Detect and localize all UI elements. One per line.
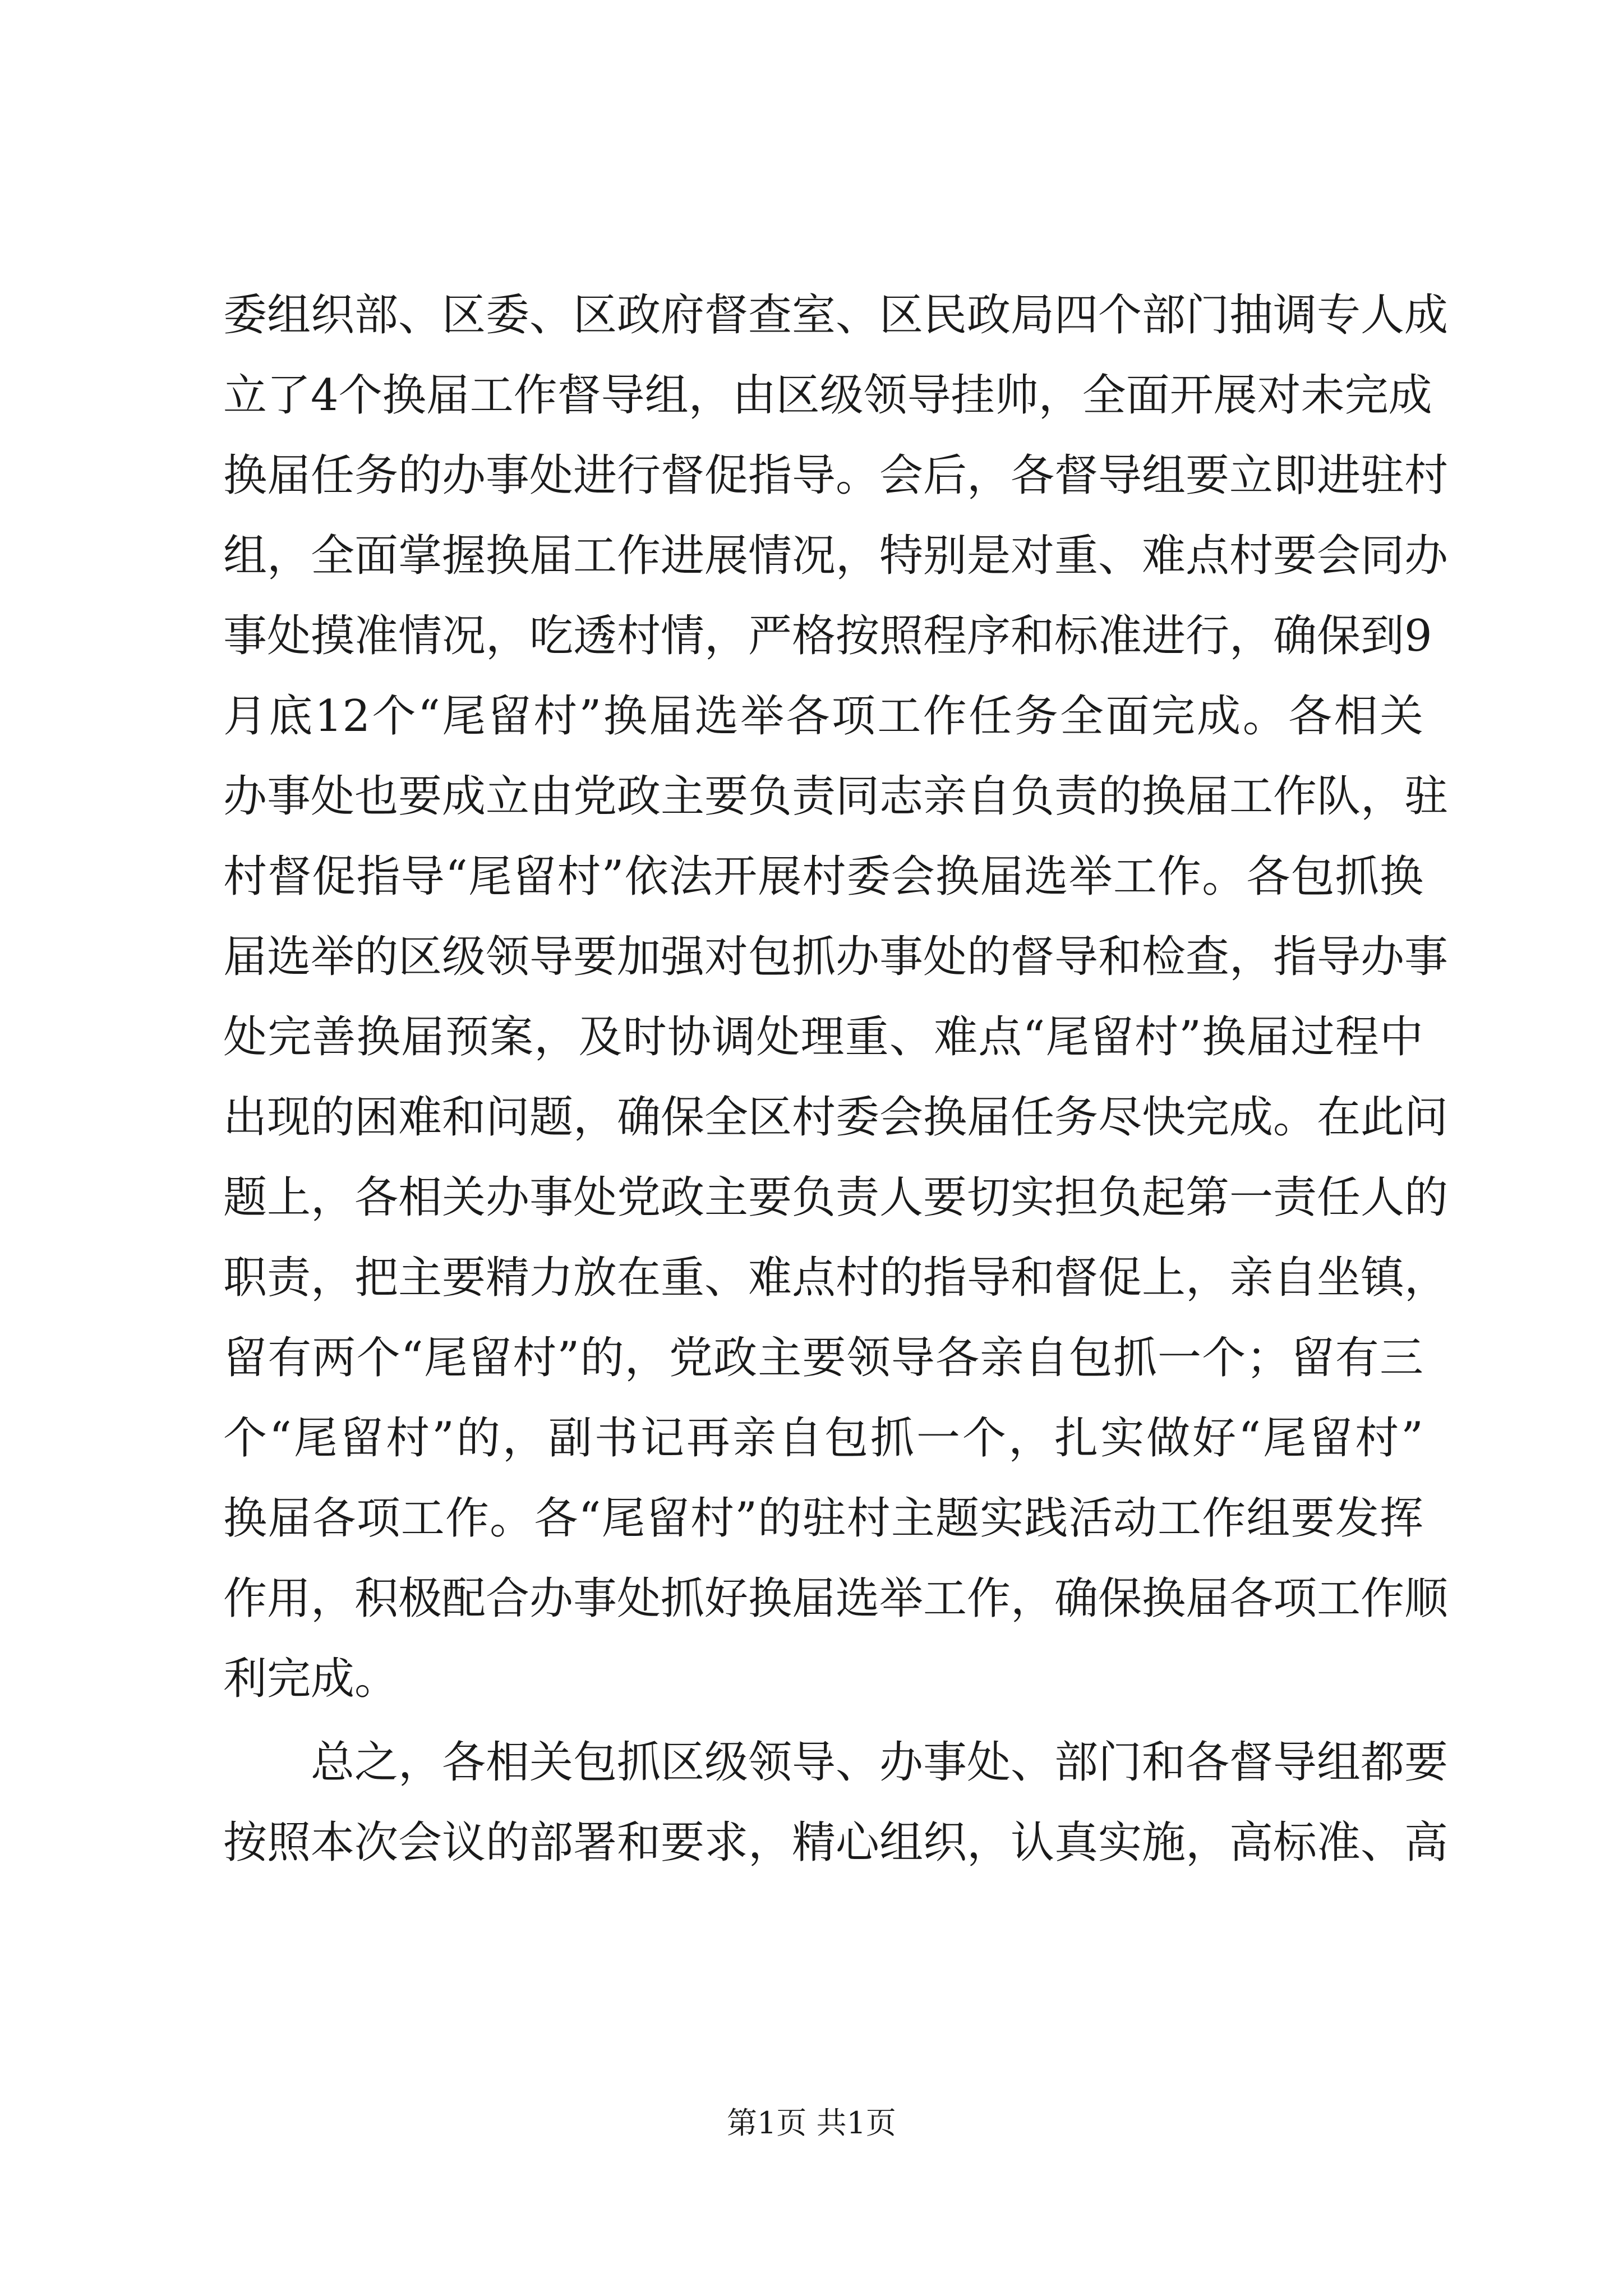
text-line: 按照本次会议的部署和要求，精心组织，认真实施，高标准、高: [223, 1818, 1449, 1868]
text-line: 月底12个“尾留村”换届选举各项工作任务全面完成。各相关: [223, 691, 1423, 742]
text-line: 换届任务的办事处进行督促指导。会后，各督导组要立即进驻村: [223, 450, 1449, 501]
page-footer: 第1页 共1页: [727, 2105, 896, 2141]
text-line: 个“尾留村”的，副书记再亲自包抓一个，扎实做好“尾留村”: [223, 1413, 1423, 1464]
text-line: 作用，积极配合办事处抓好换届选举工作，确保换届各项工作顺: [223, 1573, 1449, 1624]
paragraph-2: [223, 1723, 1449, 1883]
text-line: 题上，各相关办事处党政主要负责人要切实担负起第一责任人的: [223, 1172, 1449, 1223]
text-line: 职责，把主要精力放在重、难点村的指导和督促上，亲自坐镇，: [223, 1253, 1449, 1303]
text-line: 利完成。: [223, 1654, 399, 1704]
text-line: 出现的困难和问题，确保全区村委会换届任务尽快完成。在此问: [223, 1092, 1449, 1143]
text-line: 总之，各相关包抓区级领导、办事处、部门和各督导组都要: [311, 1737, 1449, 1788]
text-line: 事处摸准情况，吃透村情，严格按照程序和标准进行，确保到9: [223, 611, 1432, 661]
text-line: 村督促指导“尾留村”依法开展村委会换届选举工作。各包抓换: [223, 852, 1423, 902]
text-line: 届选举的区级领导要加强对包抓办事处的督导和检查，指导办事: [223, 932, 1449, 982]
text-line: 立了4个换届工作督导组，由区级领导挂帅，全面开展对未完成: [223, 370, 1432, 421]
paragraph-1: [223, 275, 1449, 1719]
text-line: 办事处也要成立由党政主要负责同志亲自负责的换届工作队，驻: [223, 771, 1449, 822]
text-line: 换届各项工作。各“尾留村”的驻村主题实践活动工作组要发挥: [223, 1493, 1423, 1544]
text-line: 委组织部、区委、区政府督查室、区民政局四个部门抽调专人成: [223, 290, 1449, 341]
text-line: 处完善换届预案，及时协调处理重、难点“尾留村”换届过程中: [223, 1012, 1423, 1062]
text-line: 组，全面掌握换届工作进展情况，特别是对重、难点村要会同办: [223, 531, 1449, 581]
text-line: 留有两个“尾留村”的，党政主要领导各亲自包抓一个；留有三: [223, 1333, 1423, 1383]
document-body: [223, 275, 1449, 1883]
